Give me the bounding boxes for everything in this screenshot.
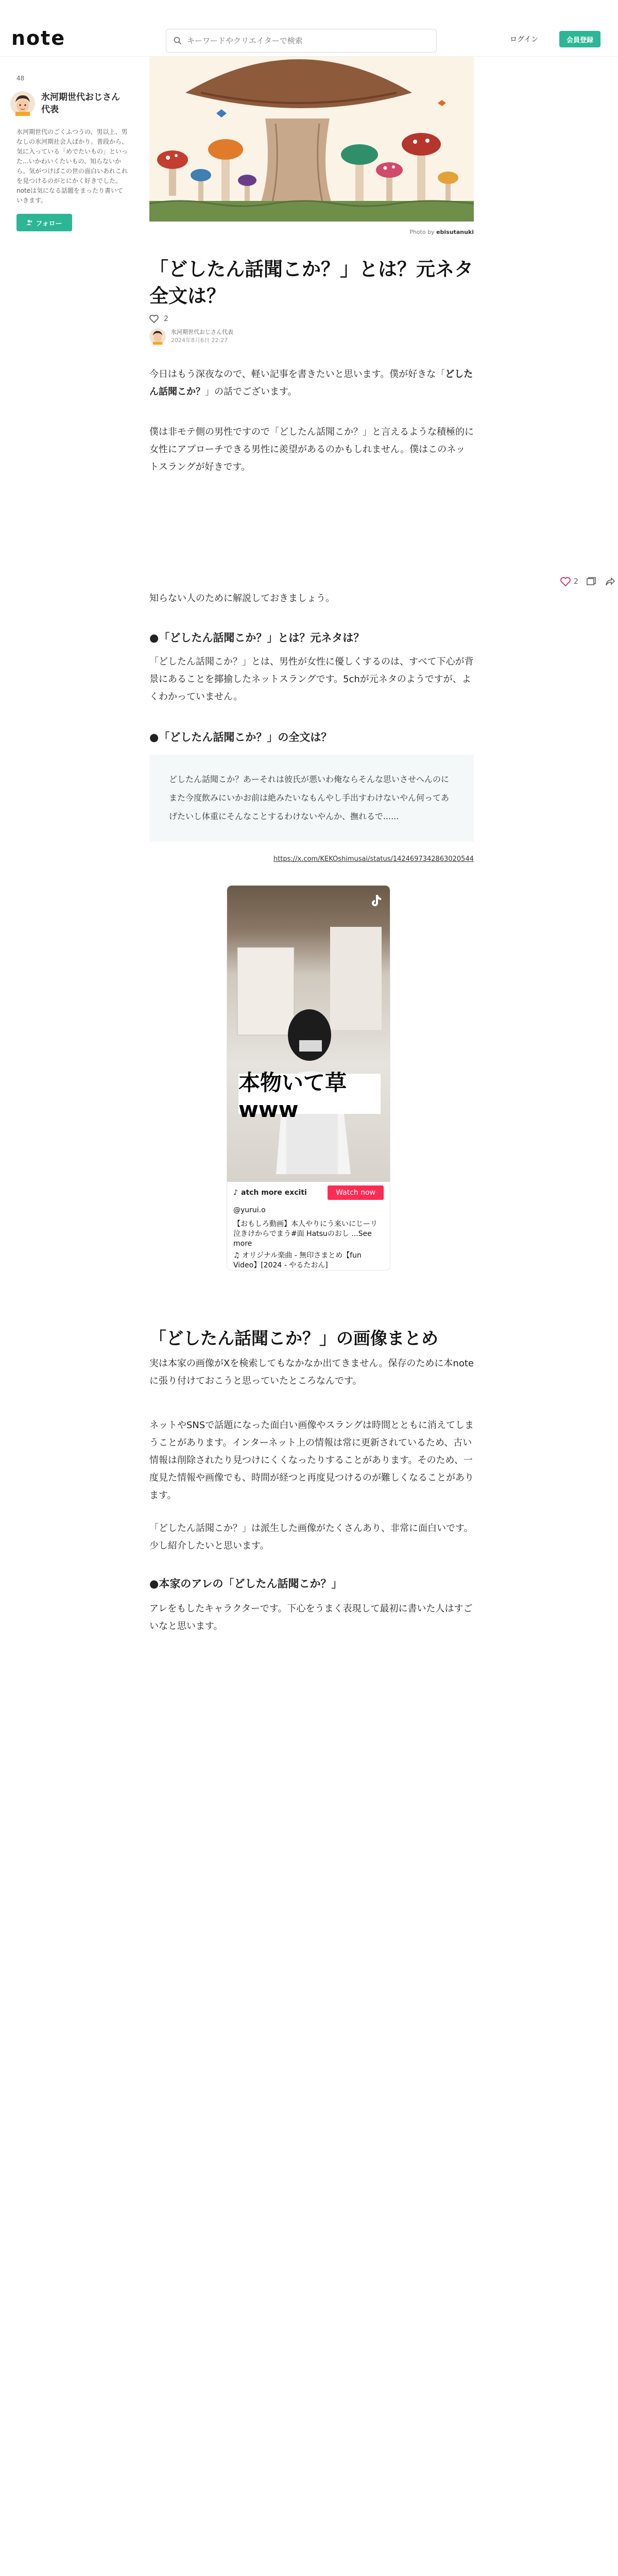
follow-button[interactable] — [16, 214, 72, 231]
intro-paragraph-2: 僕は非モテ側の男性ですので「どしたん話聞こか？」と言えるような積極的に女性にアプローチできる男性に羨望があるのかもしれません。僕はこのネットスラングが好きです。 — [149, 427, 474, 472]
tiktok-more-text: atch more exciti — [241, 1189, 307, 1197]
signup-button[interactable]: 会員登録 — [559, 31, 600, 47]
search-box[interactable] — [166, 29, 437, 53]
tiktok-video[interactable] — [227, 886, 390, 1182]
tiktok-caption: 本物いて草www — [238, 1074, 381, 1114]
article-action-bar — [560, 577, 615, 586]
tiktok-logo-small-icon: ♪ — [233, 1189, 238, 1197]
images-paragraph-2: ネットやSNSで話題になった面白い画像やスラングは時間とともに消えてしまうことがあります。インターネット上の情報は常に更新されているため、古い情報は削除されたり見つけにくくなったりすることがあります。そのため、一度見た情報や画像でも、時間が経つと再度見つけるのが難しくなることがあります。 — [149, 1420, 474, 1501]
byline — [149, 328, 474, 345]
tiktok-watch-button[interactable]: Watch now — [328, 1185, 384, 1200]
what-paragraph: 「どしたん話聞こか？」とは、男性が女性に優しくするのは、すべて下心が背景にあることを揶揄したネットスラングです。5chが元ネタのようですが、よくわかっていません。 — [149, 656, 474, 702]
author-sidebar — [10, 75, 134, 231]
tiktok-sound[interactable]: ♫ オリジナル楽曲 - 無印さまとめ【fun Video】[2024 - やるたおん] — [233, 1251, 362, 1269]
tiktok-user[interactable]: @yurui.o — [233, 1206, 266, 1214]
title-like-count: 2 — [164, 315, 168, 323]
note-logo[interactable]: note — [11, 27, 66, 49]
follower-count: 48 — [16, 75, 25, 82]
magazine-add-icon[interactable] — [587, 577, 597, 586]
author-row[interactable] — [10, 91, 134, 116]
article-main — [149, 57, 474, 1632]
site-header — [0, 0, 618, 57]
hero-image — [149, 57, 474, 222]
heading-full-text: ●「どしたん話聞こか？」の全文は？ — [149, 731, 332, 743]
person-add-icon — [26, 219, 32, 226]
heading-image-collection: 「どしたん話聞こか？」の画像まとめ — [149, 1328, 438, 1348]
like-count: 2 — [574, 578, 578, 586]
tiktok-watch-bar — [227, 1182, 390, 1204]
title-like-row — [149, 315, 474, 323]
know-paragraph: 知らない人のために解説しておきましょう。 — [149, 593, 335, 604]
heart-icon[interactable] — [149, 315, 159, 323]
tiktok-description: 【おもしろ動画】本人やりにう来いにじーリ泣きけからでまう#面 Hatsuのおし ...See more — [233, 1220, 377, 1248]
heart-icon — [560, 577, 571, 586]
source-link[interactable]: https://x.com/KEKOshimusai/status/1424697342863020544 — [273, 855, 474, 863]
tiktok-embed[interactable] — [227, 885, 390, 1270]
byline-author[interactable]: 氷河期世代おじさん代表 — [171, 329, 233, 335]
search-icon — [174, 37, 182, 45]
tiktok-logo-icon — [369, 893, 384, 907]
quote-block: どしたん話聞こか？あーそれは彼氏が悪いわ俺ならそんな思いさせへんのにまた今度飲みにいかお前は絶みたいなもんやし手出すわけないやん何ってあげたいし体重にそんなことするわけないやんか、撫れるで...... — [149, 755, 474, 841]
article-title: 「どしたん話聞こか？」とは？元ネタ全文は？ — [149, 258, 473, 307]
heading-original: ●本家のアレの「どしたん話聞こか？」 — [149, 1578, 342, 1590]
heading-what: ●「どしたん話聞こか？」とは？元ネタは？ — [149, 632, 365, 644]
intro-paragraph-1: 今日はもう深夜なので、軽い記事を書きたいと思います。僕が好きな「どしたん話聞こか？」の話でございます。 — [149, 369, 473, 397]
byline-avatar[interactable] — [149, 328, 166, 345]
photo-credit-name[interactable]: ebisutanuki — [436, 229, 474, 235]
photo-credit — [149, 229, 474, 235]
author-description: 氷河期世代のごくふつうの、男以上、男なしの氷河期社会人ばかり。普段から、気に入っている「めでたいもの」といった...いかわいくたいもの、知らないから。気がつけばこの世の面白いあれこれを見つけるのがとにかく好きでした。noteは気になる話題をまったり書いていきます。 — [16, 128, 128, 204]
search-input[interactable] — [187, 36, 414, 45]
author-avatar[interactable] — [10, 91, 35, 116]
author-name[interactable]: 氷河期世代おじさん代表 — [41, 92, 120, 115]
photo-credit-prefix: Photo by — [409, 229, 435, 235]
images-paragraph-3: 「どしたん話聞こか？」は派生した画像がたくさんあり、非常に面白いです。少し紹介したいと思います。 — [149, 1523, 473, 1551]
like-action[interactable] — [560, 577, 578, 586]
images-paragraph-1: 実は本家の画像がXを検索してもなかなか出てきません。保存のために本noteに張り付けておこうと思っていたところなんです。 — [149, 1358, 474, 1386]
follow-label: フォロー — [36, 219, 62, 228]
share-icon[interactable] — [605, 577, 615, 586]
byline-date: 2024年8月6日 22:27 — [171, 337, 228, 344]
login-link[interactable]: ログイン — [510, 36, 539, 44]
original-paragraph: アレをもしたキャラクターです。下心をうまく表現して最初に書いた人はすごいなと思います。 — [149, 1603, 473, 1632]
